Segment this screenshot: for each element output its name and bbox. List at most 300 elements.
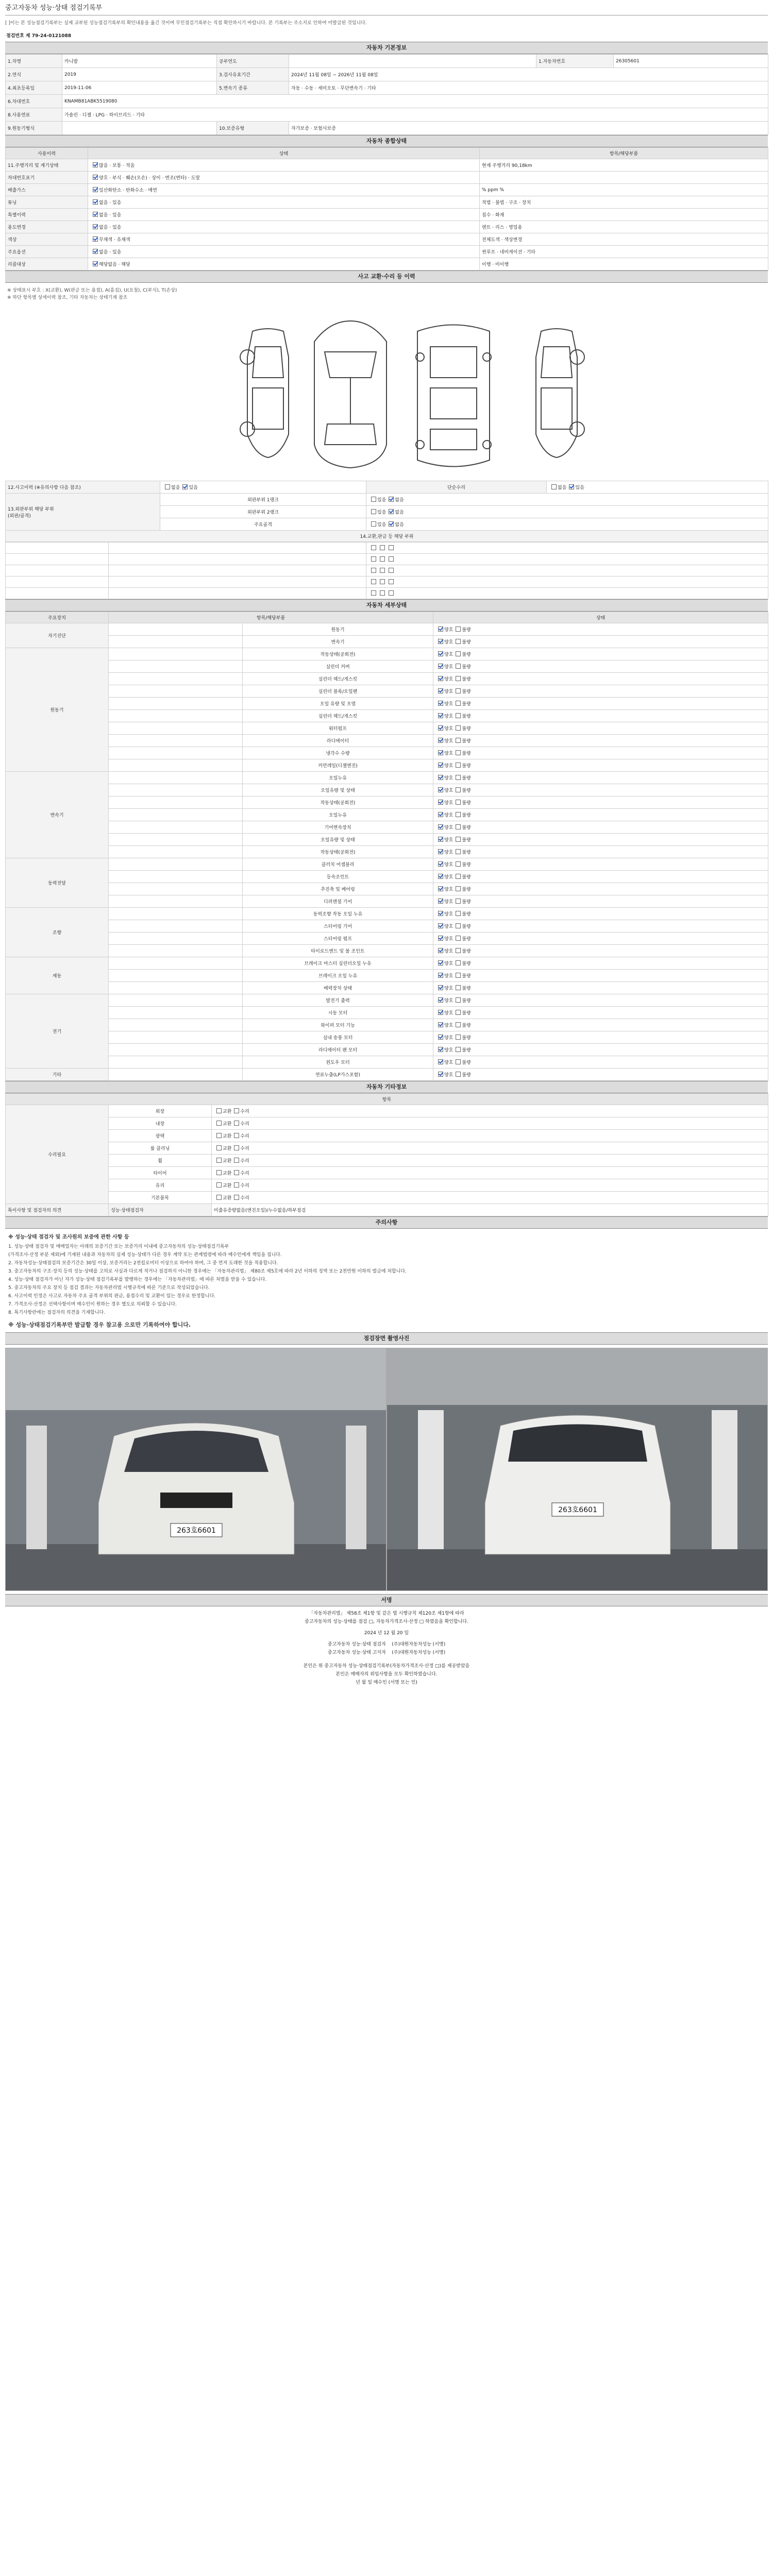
summary-note: 적법 · 불법 · 구조 · 장치: [480, 196, 768, 209]
notes-line: 4. 성능·상태 점검자가 아닌 자가 성능·상태 점검기록부를 발행하는 경우에는 「자동차관리법」에 따른 처벌을 받을 수 있습니다.: [8, 1277, 267, 1282]
legend-line-1: ※ 상태표시 부호 : X(교환), W(판금 또는 용접), A(흠집), U(요철), C(부식), T(손상): [7, 288, 177, 293]
detail-group: 동력전달: [6, 858, 109, 908]
sign-line-5: 년 월 일 매수인 (서명 또는 인): [356, 1680, 417, 1685]
detail-head-state: 상태: [433, 612, 768, 623]
notes-line: 3. 중고자동차의 구조·장치 등의 성능·상태를 고의로 사실과 다르게 적거나 점검하지 아니한 경우에는 「자동차관리법」 제80조 제5호에 따라 2년 이하의 징역 또는 2천만원 이하의 벌금에 처합니다.: [8, 1269, 407, 1274]
detail-row: [6, 747, 768, 759]
detail-state: 양호 불량: [433, 735, 768, 747]
detail-item: 시동 모터: [243, 1007, 433, 1019]
parts-cell: [6, 577, 109, 588]
other-state: 교환 수리: [212, 1117, 768, 1130]
detail-sub: [109, 796, 243, 809]
sign-notifier: 중고자동차 성능·상태 고지자 (주)대원자동차성능 (서명): [327, 1650, 446, 1655]
detail-row: [6, 1069, 768, 1081]
label-car-number: 1.자동차번호: [536, 55, 614, 68]
detail-state: 양호 불량: [433, 1069, 768, 1081]
summary-note: [480, 172, 768, 184]
summary-note: 이행 · 미이행: [480, 258, 768, 270]
detail-item: 실린더 헤드/개스킷: [243, 673, 433, 685]
summary-state: 없음 · 있음: [88, 196, 480, 209]
other-item: 유리: [109, 1179, 212, 1192]
detail-row: [6, 945, 768, 957]
car-diagram-svg: [5, 306, 768, 481]
summary-note: 전체도색 · 색상변경: [480, 233, 768, 246]
other-state: 교환 수리: [212, 1155, 768, 1167]
detail-sub: [109, 945, 243, 957]
notes-title: ※ 성능·상태 점검자 및 조사원의 보증에 관한 사항 등: [8, 1234, 129, 1240]
detail-item: 발전기 출력: [243, 994, 433, 1007]
detail-sub: [109, 957, 243, 970]
other-row: [6, 1167, 768, 1179]
outer-rank2-label: 외판부위 2랭크: [160, 506, 366, 518]
detail-row: [6, 673, 768, 685]
detail-row: [6, 908, 768, 920]
notes-line: 8. 특기사항란에는 점검자의 의견을 기재합니다.: [8, 1310, 106, 1315]
detail-sub: [109, 1019, 243, 1031]
detail-sub: [109, 982, 243, 994]
detail-sub: [109, 994, 243, 1007]
detail-row: [6, 648, 768, 660]
detail-item: 커먼레일(디젤엔진): [243, 759, 433, 772]
inspection-photo-rear: [386, 1348, 768, 1591]
summary-key: 특별이력: [6, 209, 88, 221]
detail-row: [6, 784, 768, 796]
summary-head-item: 항목/해당부품: [480, 148, 768, 159]
summary-state: 해당없음 · 해당: [88, 258, 480, 270]
summary-row: [6, 221, 768, 233]
summary-note: 침수 · 화재: [480, 209, 768, 221]
parts-cell: [366, 565, 768, 577]
detail-row: [6, 846, 768, 858]
detail-state: 양호 불량: [433, 895, 768, 908]
document-page: [5, 0, 768, 1690]
detail-state: 양호 불량: [433, 710, 768, 722]
detail-state: 양호 불량: [433, 846, 768, 858]
detail-item: 스티어링 기어: [243, 920, 433, 933]
detail-group: 기타: [6, 1069, 109, 1081]
detail-state: 양호 불량: [433, 920, 768, 933]
other-item: 타이어: [109, 1167, 212, 1179]
summary-state: 없음 · 있음: [88, 209, 480, 221]
label-model-year: 2.연식: [6, 68, 62, 81]
detail-state: 양호 불량: [433, 1044, 768, 1056]
detail-item: 클러치 어셈블리: [243, 858, 433, 871]
summary-row: [6, 159, 768, 172]
plate-front: 263호6601: [177, 1527, 216, 1535]
detail-group: 원동기: [6, 648, 109, 772]
car-left-view: [240, 329, 289, 457]
detail-state: 양호 불량: [433, 883, 768, 895]
summary-head-usage: 사용이력: [6, 148, 88, 159]
detail-item: 워터펌프: [243, 722, 433, 735]
accident-table: [5, 481, 768, 542]
detail-row: [6, 834, 768, 846]
parts-cell: [6, 543, 109, 554]
summary-row: [6, 246, 768, 258]
parts-cell: [109, 565, 366, 577]
summary-key: 차대번호표기: [6, 172, 88, 184]
summary-note: 현재 주행거리 90,18km: [480, 159, 768, 172]
other-row: [6, 1155, 768, 1167]
other-table: [5, 1093, 768, 1216]
other-item: 내장: [109, 1117, 212, 1130]
parts-cell: [109, 543, 366, 554]
detail-sub: [109, 908, 243, 920]
other-row: [6, 1117, 768, 1130]
sign-line-4: 본인은 매매자의 위임사항을 모두 확인하였습니다.: [335, 1672, 438, 1677]
detail-item: 브레이크 오일 누유: [243, 970, 433, 982]
detail-group: 조향: [6, 908, 109, 957]
other-row: [6, 1192, 768, 1204]
notes-line: 5. 중고자동차의 주요 장치 등 점검 결과는 자동차관리법 시행규칙에 따른 기준으로 작성되었습니다.: [8, 1285, 210, 1291]
damage-legend: [5, 283, 768, 306]
detail-sub: [109, 1069, 243, 1081]
detail-state: 양호 불량: [433, 871, 768, 883]
detail-state: 양호 불량: [433, 772, 768, 784]
detail-state: 양호 불량: [433, 970, 768, 982]
other-item: 룸 클리닝: [109, 1142, 212, 1155]
value-transmission: 자동 · 수동 · 세미오토 · 무단변속기 · 기타: [289, 81, 768, 95]
other-row: [6, 1130, 768, 1142]
detail-item: 타이로드엔드 및 볼 조인트: [243, 945, 433, 957]
detail-item: 브레이크 마스터 실린더오일 누유: [243, 957, 433, 970]
detail-state: 양호 불량: [433, 796, 768, 809]
value-model-year: 2019: [62, 68, 217, 81]
detail-item: 작동상태(공회전): [243, 846, 433, 858]
detail-state: 양호 불량: [433, 660, 768, 673]
sign-inspector: 중고자동차 성능·상태 점검자 (주)대원자동차성능 (서명): [327, 1642, 446, 1647]
detail-item: 동력조향 작동 오일 누유: [243, 908, 433, 920]
detail-sub: [109, 698, 243, 710]
outer-rank1-label: 외판부위 1랭크: [160, 494, 366, 506]
detail-state: 양호 불량: [433, 698, 768, 710]
notes-line: 2. 자동차성능·상태점검의 보증기간은 30일 이상, 보증거리는 2천킬로미터 이상으로 하여야 하며, 그 중 먼저 도래한 것을 적용합니다.: [8, 1261, 278, 1266]
detail-sub: [109, 970, 243, 982]
basic-info-header: 자동차 기본정보: [5, 42, 768, 54]
detail-sub: [109, 1056, 243, 1069]
summary-key: 용도변경: [6, 221, 88, 233]
detail-row: [6, 994, 768, 1007]
detail-row: [6, 660, 768, 673]
detail-sub: [109, 1007, 243, 1019]
detail-row: [6, 1019, 768, 1031]
summary-note: 썬루프 · 네비게이션 · 기타: [480, 246, 768, 258]
detail-item: 와이퍼 모터 기능: [243, 1019, 433, 1031]
detail-row: [6, 623, 768, 636]
parts-cell: [109, 577, 366, 588]
summary-row: [6, 172, 768, 184]
label-engine-type: 9.원동기형식: [6, 122, 62, 135]
detail-item: 오일유량 및 상태: [243, 834, 433, 846]
other-state: 교환 수리: [212, 1105, 768, 1117]
car-top-view: [314, 321, 386, 468]
detail-sub: [109, 883, 243, 895]
detail-sub: [109, 920, 243, 933]
other-state: 교환 수리: [212, 1130, 768, 1142]
detail-row: [6, 1031, 768, 1044]
label-year: 공부연도: [217, 55, 289, 68]
parts-label: 14.교환,판금 등 해당 부위: [6, 531, 768, 542]
notice-text: [ ]이는 본 성능점검기록부는 실제 교부된 성능점검기록부의 확인내용을 옮긴 것이며 무인점검기록부는 직접 확인하시기 바랍니다. 본 기록부는 주소지로 인하여 미발급된 것입니다.: [5, 21, 367, 26]
detail-item: 스티어링 펌프: [243, 933, 433, 945]
outer-rank1-value: 있음 없음: [366, 494, 768, 506]
notes-line: (가격조사·산정 부분 제외)에 기재된 내용과 자동차의 실제 성능·상태가 다른 경우 계약 또는 관계법령에 따라 매수인에게 책임을 집니다.: [8, 1252, 282, 1258]
other-row: [6, 1105, 768, 1117]
detail-sub: [109, 846, 243, 858]
detail-item: 배력장치 상태: [243, 982, 433, 994]
detail-sub: [109, 623, 243, 636]
detail-table: [5, 612, 768, 1081]
detail-state: 양호 불량: [433, 673, 768, 685]
detail-sub: [109, 747, 243, 759]
detail-row: [6, 970, 768, 982]
other-state: 교환 수리: [212, 1192, 768, 1204]
detail-state: 양호 불량: [433, 858, 768, 871]
detail-state: 양호 불량: [433, 933, 768, 945]
parts-cell: [366, 554, 768, 565]
summary-row: [6, 196, 768, 209]
detail-row: [6, 821, 768, 834]
summary-key: 튜닝: [6, 196, 88, 209]
parts-row: [6, 577, 768, 588]
detail-state: 양호 불량: [433, 1007, 768, 1019]
summary-state: 무채색 · 유채색: [88, 233, 480, 246]
detail-sub: [109, 933, 243, 945]
summary-state: 많음 · 보통 · 적음: [88, 159, 480, 172]
car-right-view: [536, 329, 584, 457]
summary-note: 렌트 · 리스 · 영업용: [480, 221, 768, 233]
detail-sub: [109, 858, 243, 871]
detail-state: 양호 불량: [433, 834, 768, 846]
detail-sub: [109, 660, 243, 673]
detail-row: [6, 772, 768, 784]
detail-item: 오일누유: [243, 772, 433, 784]
main-frame-value: 있음 없음: [366, 518, 768, 531]
summary-note: % ppm %: [480, 184, 768, 196]
detail-row: [6, 710, 768, 722]
summary-header: 자동차 종합상태: [5, 135, 768, 147]
detail-state: 양호 불량: [433, 809, 768, 821]
detail-sub: [109, 673, 243, 685]
detail-item: 실내 송풍 모터: [243, 1031, 433, 1044]
other-header: 자동차 기타정보: [5, 1081, 768, 1093]
photo-header: 점검장면 촬영사진: [5, 1332, 768, 1345]
detail-state: 양호 불량: [433, 685, 768, 698]
accident-value: 없음 있음: [160, 481, 366, 494]
detail-item: 실린더 커버: [243, 660, 433, 673]
summary-key: 배출가스: [6, 184, 88, 196]
label-warranty: 10.보증유형: [217, 122, 289, 135]
label-first-reg: 4.최초등록일: [6, 81, 62, 95]
detail-state: 양호 불량: [433, 636, 768, 648]
detail-item: 실린더 헤드/개스킷: [243, 710, 433, 722]
value-car-number: 26305601: [614, 55, 768, 68]
detail-item: 연료누출(LP가스포함): [243, 1069, 433, 1081]
car-frame-view: [416, 325, 491, 467]
summary-row: [6, 233, 768, 246]
parts-row: [6, 543, 768, 554]
value-year: [289, 55, 536, 68]
detail-item: 작동상태(공회전): [243, 648, 433, 660]
value-fuel: 가솔린 · 디젤 · LPG · 하이브리드 · 기타: [62, 108, 768, 122]
sign-header: 서명: [5, 1594, 768, 1606]
car-diagram: [5, 306, 768, 481]
detail-row: [6, 957, 768, 970]
detail-state: 양호 불량: [433, 1019, 768, 1031]
detail-state: 양호 불량: [433, 759, 768, 772]
summary-row: [6, 184, 768, 196]
accident-label: 12.사고이력 (※유의사항 다음 참조): [6, 481, 160, 494]
summary-state: 일산화탄소 · 탄화수소 · 매연: [88, 184, 480, 196]
detail-sub: [109, 722, 243, 735]
notes-line: 6. 사고이력 인정은 사고로 자동차 주요 골격 부위의 판금, 용접수리 및 교환이 있는 경우로 한정합니다.: [8, 1294, 216, 1299]
detail-item: 라디에이터 팬 모터: [243, 1044, 433, 1056]
label-car-name: 1.차명: [6, 55, 62, 68]
other-note3-label: 성능·상태점검자: [109, 1204, 212, 1216]
detail-state: 양호 불량: [433, 648, 768, 660]
sign-block: [5, 1606, 768, 1690]
detail-head-item: 항목/해당부품: [109, 612, 433, 623]
detail-row: [6, 1056, 768, 1069]
detail-state: 양호 불량: [433, 623, 768, 636]
notes-line: 1. 성능·상태 점검자 및 매매업자는 아래의 보증기간 또는 보증거리 이내에 중고자동차의 성능·상태점검기록부: [8, 1244, 229, 1249]
notes-body: [5, 1229, 768, 1332]
detail-row: [6, 933, 768, 945]
main-frame-label: 주요골격: [160, 518, 366, 531]
detail-state: 양호 불량: [433, 1031, 768, 1044]
detail-sub: [109, 1031, 243, 1044]
other-note4-value: 미출유증량없음(엔진오일)/누수없음/하부점검: [212, 1204, 768, 1216]
parts-cell: [109, 554, 366, 565]
detail-row: [6, 809, 768, 821]
summary-state: 없음 · 있음: [88, 246, 480, 258]
other-row: [6, 1142, 768, 1155]
detail-item: 오일 유량 및 오염: [243, 698, 433, 710]
detail-state: 양호 불량: [433, 747, 768, 759]
other-state: 교환 수리: [212, 1179, 768, 1192]
detail-group: 변속기: [6, 772, 109, 858]
detail-state: 양호 불량: [433, 957, 768, 970]
detail-sub: [109, 809, 243, 821]
detail-item: 변속기: [243, 636, 433, 648]
detail-row: [6, 722, 768, 735]
detail-row: [6, 735, 768, 747]
detail-item: 오일유량 및 상태: [243, 784, 433, 796]
summary-key: 리콜대상: [6, 258, 88, 270]
parts-row: [6, 554, 768, 565]
detail-row: [6, 636, 768, 648]
detail-head-device: 주요장치: [6, 612, 109, 623]
summary-state: 없음 · 있음: [88, 221, 480, 233]
detail-sub: [109, 772, 243, 784]
other-head: 항목: [6, 1094, 768, 1105]
sign-line-2: 중고자동차의 성능·상태를 점검 □, 자동차가격조사·산정 □ 하였음을 확인합니다.: [305, 1619, 468, 1624]
label-transmission: 5.변속기 종류: [217, 81, 289, 95]
parts-row: [6, 565, 768, 577]
detail-state: 양호 불량: [433, 994, 768, 1007]
detail-item: 등속조인트: [243, 871, 433, 883]
summary-key: 11.주행거리 및 계기상태: [6, 159, 88, 172]
detail-sub: [109, 821, 243, 834]
label-inspection-period: 3.검사유효기간: [217, 68, 289, 81]
parts-cell: [366, 543, 768, 554]
detail-row: [6, 1044, 768, 1056]
parts-cell: [6, 565, 109, 577]
detail-sub: [109, 834, 243, 846]
inspection-photo-front: [5, 1348, 386, 1591]
detail-item: 실린더 블록/오일팬: [243, 685, 433, 698]
parts-row: [6, 588, 768, 599]
notes-header: 주의사항: [5, 1216, 768, 1229]
plate-rear: 263호6601: [558, 1506, 597, 1514]
detail-item: 추진축 및 베어링: [243, 883, 433, 895]
detail-row: [6, 698, 768, 710]
simple-repair-value: 없음 있음: [547, 481, 768, 494]
detail-item: 기어변속장치: [243, 821, 433, 834]
value-warranty: 자가보증 · 보험사보증: [289, 122, 768, 135]
other-item: 휠: [109, 1155, 212, 1167]
simple-repair-label: 단순수리: [366, 481, 547, 494]
parts-cell: [366, 588, 768, 599]
detail-item: 디퍼렌셜 기어: [243, 895, 433, 908]
detail-state: 양호 불량: [433, 1056, 768, 1069]
detail-item: 냉각수 수량: [243, 747, 433, 759]
detail-state: 양호 불량: [433, 982, 768, 994]
detail-state: 양호 불량: [433, 821, 768, 834]
detail-sub: [109, 710, 243, 722]
parts-table: [5, 542, 768, 599]
other-state: 교환 수리: [212, 1167, 768, 1179]
detail-row: [6, 982, 768, 994]
other-note2-label: 특이사항 및 점검자의 의견: [6, 1204, 109, 1216]
detail-sub: [109, 648, 243, 660]
other-item: 외장: [109, 1105, 212, 1117]
other-state: 교환 수리: [212, 1142, 768, 1155]
other-item: 광택: [109, 1130, 212, 1142]
other-item: 기본품목: [109, 1192, 212, 1204]
parts-cell: [109, 588, 366, 599]
detail-sub: [109, 735, 243, 747]
detail-item: 라디에이터: [243, 735, 433, 747]
summary-head-state: 상태: [88, 148, 480, 159]
document-number: 점검번호 제 79-24-0121088: [6, 33, 72, 39]
detail-header: 자동차 세부상태: [5, 599, 768, 612]
detail-sub: [109, 784, 243, 796]
detail-sub: [109, 895, 243, 908]
parts-cell: [366, 577, 768, 588]
parts-cell: [6, 588, 109, 599]
detail-sub: [109, 685, 243, 698]
detail-item: 오일누유: [243, 809, 433, 821]
other-row: [6, 1179, 768, 1192]
sign-date: 2024 년 12 월 20 일: [364, 1631, 409, 1636]
detail-row: [6, 920, 768, 933]
detail-group: 전기: [6, 994, 109, 1069]
detail-row: [6, 871, 768, 883]
detail-item: 윈도우 모터: [243, 1056, 433, 1069]
summary-state: 양호 · 부식 · 훼손(오손) · 상이 · 변조(변타) · 도말: [88, 172, 480, 184]
summary-row: [6, 209, 768, 221]
detail-sub: [109, 636, 243, 648]
detail-row: [6, 685, 768, 698]
summary-row: [6, 258, 768, 270]
value-first-reg: 2019-11-06: [62, 81, 217, 95]
legend-line-2: ※ 하단 항목별 상세이력 참조, 기타 자동차는 상태기재 참조: [7, 295, 128, 300]
parts-cell: [6, 554, 109, 565]
detail-sub: [109, 871, 243, 883]
detail-state: 양호 불량: [433, 784, 768, 796]
detail-sub: [109, 759, 243, 772]
